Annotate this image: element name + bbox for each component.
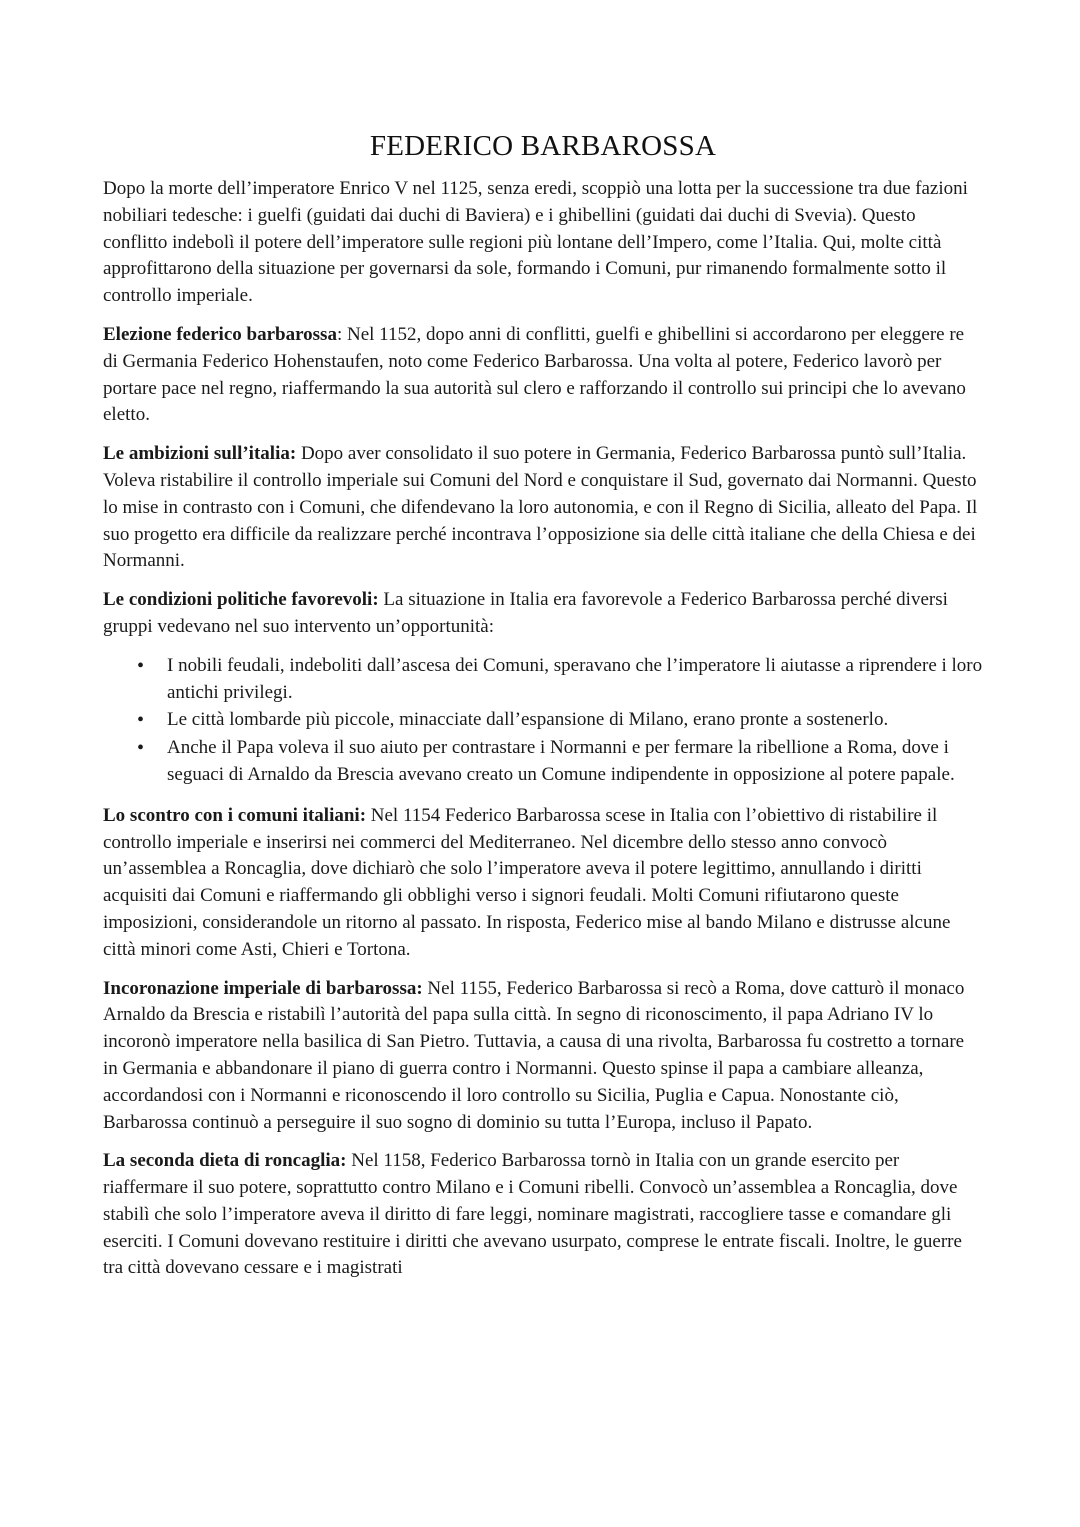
document-body: [103, 128, 983, 1294]
section-heading: Elezione federico barbarossa: [103, 323, 337, 345]
section-seconda-dieta: [103, 1148, 983, 1282]
section-text: Nel 1158, Federico Barbarossa tornò in Italia con un grande esercito per riaffermare il suo potere, soprattutto contro Milano e i Comuni ribelli. Convocò un’assemblea a Roncaglia, dove stabilì che solo l’imperatore aveva il diritto di fare leggi, nominare magistrati, raccogliere tasse e comandare gli eserciti. I Comuni dovevano restituire i diritti che avevano usurpato, comprese le entrate fiscali. Inoltre, le guerre tra città dovevano cessare e i magistrati: [103, 1150, 962, 1279]
bullet-list: [103, 653, 983, 789]
section-ambizioni: [103, 441, 983, 575]
section-text: Nel 1152, dopo anni di conflitti, guelfi e ghibellini si accordarono per eleggere re di Germania Federico Hohenstaufen, noto come Federico Barbarossa. Una volta al potere, Federico lavorò per portare pace nel regno, riaffermando la sua autorità sul clero e rafforzando il controllo sui principi che lo avevano eletto.: [103, 323, 966, 426]
section-heading: Incoronazione imperiale di barbarossa:: [103, 977, 423, 999]
intro-paragraph: Dopo la morte dell’imperatore Enrico V nel 1125, senza eredi, scoppiò una lotta per la successione tra due fazioni nobiliari tedesche: i guelfi (guidati dai duchi di Baviera) e i ghibellini (guidati dai duchi di Svevia). Questo conflitto indebolì il potere dell’imperatore sulle regioni più lontane dell’Impero, come l’Italia. Qui, molte città approfittarono della situazione per governarsi da sole, formando i Comuni, pur rimanendo formalmente sotto il controllo imperiale.: [103, 178, 968, 307]
section-elezione: Elezione federico barbarossa: Nel 1152, dopo anni di conflitti, guelfi e ghibellini si accordarono per eleggere re di Germania Federico Hohenstaufen, noto come Federico Barbarossa. Una volta al potere, Federico lavorò per portare pace nel regno, riaffermando la sua autorità sul clero e rafforzando il controllo sui principi che lo avevano eletto.: [103, 323, 966, 426]
section-text: La situazione in Italia era favorevole a Federico Barbarossa perché diversi gruppi vedevano nel suo intervento un’opportunità:: [103, 589, 948, 637]
list-item: • Anche il Papa voleva il suo aiuto per contrastare i Normanni e per fermare la ribellione a Roma, dove i seguaci di Arnaldo da Brescia avevano creato un Comune indipendente in opposizione al potere papale.: [167, 735, 983, 789]
section-text: Nel 1154 Federico Barbarossa scese in Italia con l’obiettivo di ristabilire il controllo imperiale e inserirsi nei commerci del Mediterraneo. Nel dicembre dello stesso anno convocò un’assemblea a Roncaglia, dove dichiarò che solo l’imperatore aveva il potere legittimo, annullando i diritti acquisiti dai Comuni e riaffermando gli obblighi verso i signori feudali. Molti Comuni rifiutarono queste imposizioni, considerandole un ritorno al passato. In risposta, Federico mise al bando Milano e distrusse alcune città minori come Asti, Chieri e Tortona.: [103, 804, 951, 960]
section-scontro: [103, 803, 983, 964]
list-item: • I nobili feudali, indeboliti dall’ascesa dei Comuni, speravano che l’imperatore li aiutasse a riprendere i loro antichi privilegi.: [167, 653, 983, 707]
section-heading: La seconda dieta di roncaglia:: [103, 1150, 347, 1172]
section-heading: Le condizioni politiche favorevoli:: [103, 589, 379, 611]
section-text: Nel 1155, Federico Barbarossa si recò a Roma, dove catturò il monaco Arnaldo da Brescia e ristabilì l’autorità del papa sulla città. In segno di riconoscimento, il papa Adriano IV lo incoronò imperatore nella basilica di San Pietro. Tuttavia, a causa di una rivolta, Barbarossa fu costretto a tornare in Germania e abbandonare il piano di guerra contro i Normanni. Questo spinse il papa a cambiare alleanza, accordandosi con i Normanni e riconoscendo il loro controllo su Sicilia, Puglia e Capua. Nonostante ciò, Barbarossa continuò a perseguire il suo sogno di dominio su tutta l’Europa, incluso il Papato.: [103, 977, 965, 1133]
section-text: Dopo aver consolidato il suo potere in Germania, Federico Barbarossa puntò sull’Italia. Voleva ristabilire il controllo imperiale sui Comuni del Nord e conquistare il Sud, governato dai Normanni. Questo lo mise in contrasto con i Comuni, che difendevano la loro autonomia, e con il Regno di Sicilia, alleato del Papa. Il suo progetto era difficile da realizzare perché incontrava l’opposizione sia delle città italiane che della Chiesa e dei Normanni.: [103, 443, 978, 572]
section-heading: Lo scontro con i comuni italiani:: [103, 804, 367, 826]
list-item: • Le città lombarde più piccole, minacciate dall’espansione di Milano, erano pronte a sostenerlo.: [167, 707, 983, 734]
section-incoronazione: [103, 976, 983, 1137]
section-condizioni: [103, 587, 983, 641]
page-title: FEDERICO BARBAROSSA: [369, 130, 717, 162]
section-heading: Le ambizioni sull’italia:: [103, 443, 297, 465]
